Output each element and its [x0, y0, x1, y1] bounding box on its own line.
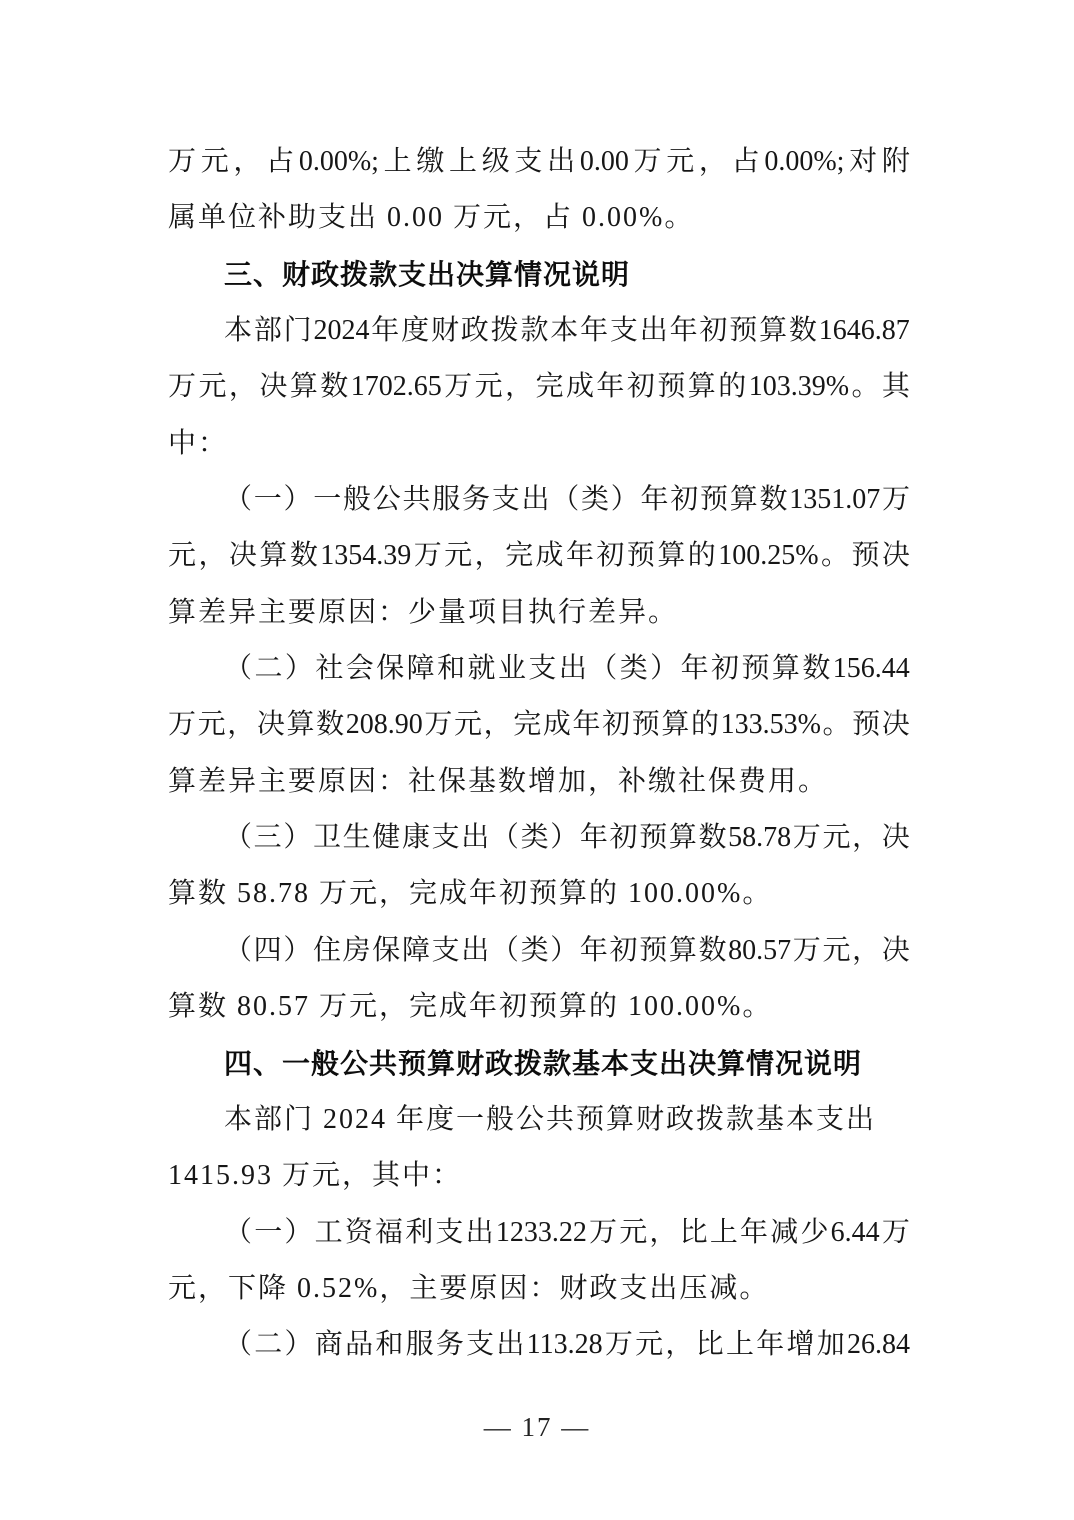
text-line: （ 二 ） 社 会 保 障 和 就 业 支 出 （ 类 ） 年 初 预 算 数 156.44 [224, 653, 910, 685]
text-line: （ 三 ） 卫 生 健 康 支 出 （ 类 ） 年 初 预 算 数 58.78 万 元 ， 决 [224, 822, 910, 854]
text-line: 属单位补助支出 0.00 万元，占 0.00%。 [168, 202, 695, 234]
text-line: 万 元 ， 决 算 数 208.90 万 元 ， 完 成 年 初 预 算 的 133.53% 。 预 决 [168, 709, 910, 741]
text-line: 算数 80.57 万元，完成年初预算的 100.00%。 [168, 991, 773, 1023]
text-line: 算数 58.78 万元，完成年初预算的 100.00%。 [168, 878, 773, 910]
text-line: （ 一 ） 一 般 公 共 服 务 支 出 （ 类 ） 年 初 预 算 数 1351.07 万 [224, 484, 910, 516]
text-line: 算差异主要原因：社保基数增加，补缴社保费用。 [168, 765, 829, 797]
text-line: 万 元 ， 占 0.00%; 上 缴 上 级 支 出 0.00 万 元 ， 占 0.00%; 对 附 [168, 146, 910, 177]
page-number: — 17 — [483, 1412, 591, 1442]
document-lines [168, 134, 910, 1374]
text-line: 元，下降 0.52%，主要原因：财政支出压减。 [168, 1272, 770, 1304]
text-line: 1415.93 万元，其中： [168, 1160, 463, 1192]
section-heading: 三、财政拨款支出决算情况说明 [224, 258, 631, 290]
text-line: 万 元 ， 决 算 数 1702.65 万 元 ， 完 成 年 初 预 算 的 103.39% 。 其 [168, 371, 910, 403]
text-line: 本 部 门 2024 年 度 财 政 拨 款 本 年 支 出 年 初 预 算 数 1646.87 [224, 315, 910, 347]
text-line: （ 四 ） 住 房 保 障 支 出 （ 类 ） 年 初 预 算 数 80.57 万 元 ， 决 [224, 934, 910, 966]
text-line: 中： [168, 427, 229, 459]
text-line: （ 二 ） 商 品 和 服 务 支 出 113.28 万 元 ， 比 上 年 增 加 26.84 [224, 1329, 910, 1361]
text-line: 元 ， 决 算 数 1354.39 万 元 ， 完 成 年 初 预 算 的 100.25% 。 预 决 [168, 540, 910, 572]
text-line: （ 一 ） 工 资 福 利 支 出 1233.22 万 元 ， 比 上 年 减 少 6.44 万 [224, 1216, 910, 1248]
text-line: 本部门 2024 年度一般公共预算财政拨款基本支出 [224, 1103, 877, 1135]
text-line: 算差异主要原因：少量项目执行差异。 [168, 596, 679, 628]
section-heading: 四、一般公共预算财政拨款基本支出决算情况说明 [224, 1047, 863, 1079]
